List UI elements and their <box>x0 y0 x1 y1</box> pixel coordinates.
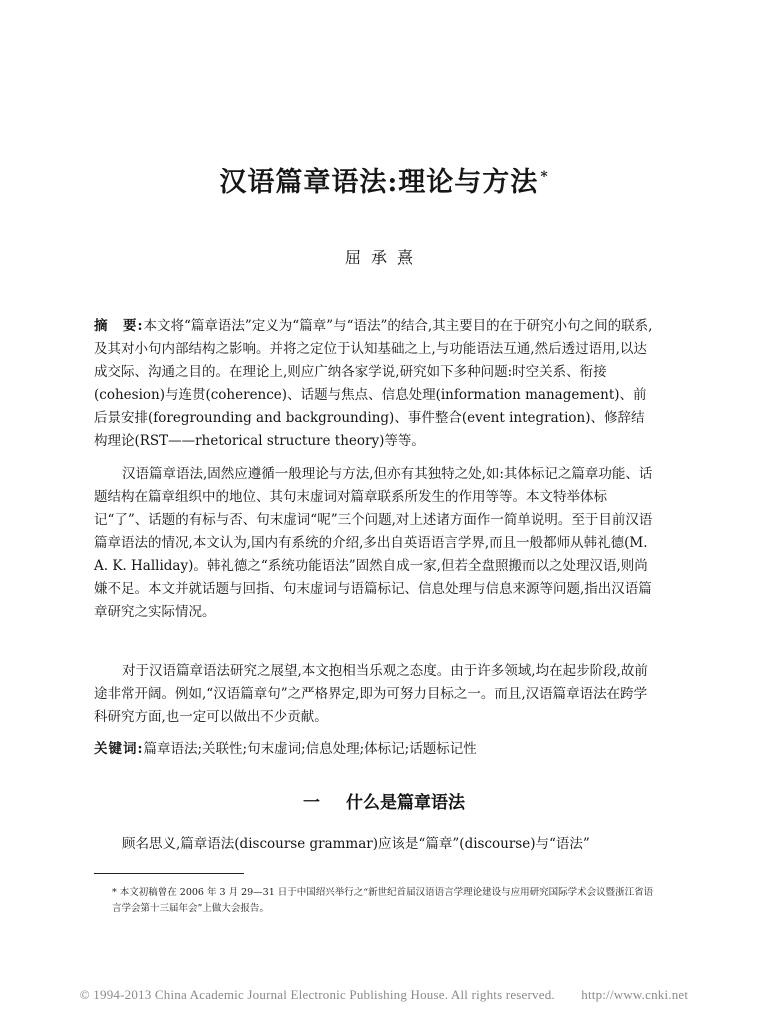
body-paragraph-2: 汉语篇章语法,固然应遵循一般理论与方法,但亦有其独特之处,如:其体标记之篇章功能、话题结构在篇章组织中的地位、其句末虚词对篇章联系所发生的作用等等。本文特举体标记“了”、话题的有标与否、句末虚词“呢”三个问题,对上述诸方面作一简单说明。至于目前汉语篇章语法的情况,本文认为,国内有系统的介绍,多出自英语语言学界,而且一般都师从韩礼德(M. A. K. Halliday)。韩礼德之“系统功能语法”固然自成一家,但若全盘照搬而以之处理汉语,则尚嫌不足。本文并就话题与回指、句末虚词与语篇标记、信息处理与信息来源等问题,指出汉语篇章研究之实际情况。 <box>94 466 653 620</box>
paper-title-text: 汉语篇章语法:理论与方法 <box>219 167 539 198</box>
title-footnote-mark: * <box>540 169 549 185</box>
keywords <box>94 738 656 761</box>
body-paragraph-3: 对于汉语篇章语法研究之展望,本文抱相当乐观之态度。由于许多领域,均在起步阶段,故前途非常开阔。例如,“汉语篇章句”之严格界定,即为可努力目标之一。而且,汉语篇章语法在跨学科研究方面,也一定可以做出不少贡献。 <box>94 663 648 725</box>
footnote-divider <box>94 873 244 874</box>
section-title-text: 什么是篇章语法 <box>346 793 465 813</box>
abstract-label: 摘 要: <box>94 318 144 334</box>
body-paragraph-4: 顾名思义,篇章语法(discourse grammar)应该是“篇章”(discourse)与“语法” <box>122 836 590 852</box>
author-name: 屈承熹 <box>344 248 423 267</box>
section-number: 一 <box>303 793 320 813</box>
abstract-text: 本文将“篇章语法”定义为“篇章”与“语法”的结合,其主要目的在于研究小句之间的联系,及其对小句内部结构之影响。并将之定位于认知基础之上,与功能语法互通,然后透过语用,以达成交际、沟通之目的。在理论上,则应广纳各家学说,研究如下多种问题:时空关系、衔接(cohesion)与连贯(coherence)、话题与焦点、信息处理(information management)、前后景安排(foregrounding and backgrounding)、事件整合(event integration)、修辞结构理论(RST——rhetorical structure theory)等等。 <box>94 318 653 449</box>
keywords-label: 关键词: <box>94 741 144 757</box>
abstract <box>94 315 656 453</box>
footnote: * 本文初稿曾在 2006 年 3 月 29—31 日于中国绍兴举行之“新世纪首届汉语语言学理论建设与应用研究国际学术会议暨浙江省语言学会第十三届年会”上做大会报告。 <box>112 887 654 914</box>
copyright-footer: © 1994-2013 China Academic Journal Electronic Publishing House. All rights reserved. http://www.cnki.net <box>79 987 689 1002</box>
keywords-text: 篇章语法;关联性;句末虚词;信息处理;体标记;话题标记性 <box>143 741 477 757</box>
section-heading <box>0 788 768 813</box>
paper-title <box>0 160 768 199</box>
